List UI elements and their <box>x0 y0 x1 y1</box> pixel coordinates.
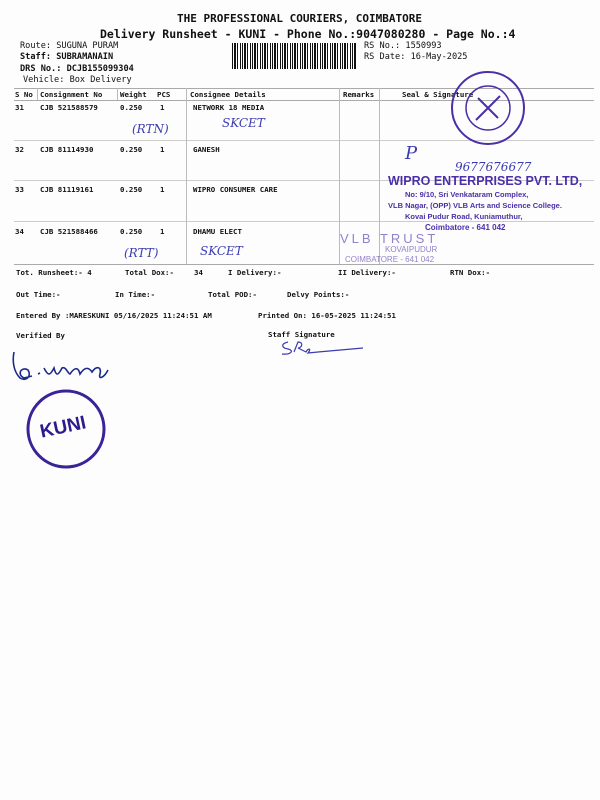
consignment-no: CJB 521588579 <box>40 103 98 112</box>
printed-on: Printed On: 16-05-2025 11:24:51 <box>258 311 396 320</box>
ii-delivery: II Delivery:- <box>338 268 396 277</box>
barcode <box>232 43 356 69</box>
drs-no: DRS No.: DCJB155099304 <box>20 64 134 74</box>
wipro-stamp-line: No: 9/10, Sri Venkataram Complex, <box>405 190 529 199</box>
consignment-no: CJB 81114930 <box>40 145 94 154</box>
weight: 0.250 <box>120 103 143 112</box>
route: Route: SUGUNA PURAM <box>20 41 119 51</box>
wipro-stamp-line: VLB Nagar, (OPP) VLB Arts and Science College. <box>388 201 562 210</box>
vehicle: Vehicle: Box Delivery <box>23 75 132 85</box>
wipro-stamp-line: Kovai Pudur Road, Kuniamuthur, <box>405 212 523 221</box>
entered-by: Entered By :MARESKUNI 05/16/2025 11:24:51 AM <box>16 311 212 320</box>
sno: 31 <box>15 103 24 112</box>
handwritten-phone: 9677676677 <box>455 160 532 174</box>
staff: Staff: SUBRAMANAIN <box>20 52 114 62</box>
pcs: 1 <box>160 145 165 154</box>
trust-stamp-line: KOVAIPUDUR <box>385 245 438 254</box>
col-sno: S No <box>15 90 33 99</box>
out-time: Out Time:- <box>16 290 61 299</box>
in-time: In Time:- <box>115 290 156 299</box>
sno: 33 <box>15 185 24 194</box>
trust-stamp-line: COIMBATORE - 641 042 <box>345 255 435 264</box>
company-title: THE PROFESSIONAL COURIERS, COIMBATORE <box>177 12 423 25</box>
pcs: 1 <box>160 227 165 236</box>
verified-by: Verified By <box>16 331 65 340</box>
delvy-points: Delvy Points:- <box>287 290 350 299</box>
rs-no: RS No.: 1550993 <box>364 41 442 51</box>
handwritten-note: (RTN) <box>132 122 169 136</box>
rs-date: RS Date: 16-May-2025 <box>364 52 468 62</box>
col-consignee: Consignee Details <box>190 90 266 99</box>
col-remarks: Remarks <box>343 90 375 99</box>
consignment-no: CJB 521588466 <box>40 227 98 236</box>
pcs: 1 <box>160 185 165 194</box>
total-pod: Total POD:- <box>208 290 257 299</box>
col-pcs: PCS <box>157 90 171 99</box>
kuni-stamp-text: KUNI <box>38 412 89 443</box>
consignee: NETWORK 18 MEDIA <box>193 103 265 112</box>
runsheet-subtitle: Delivery Runsheet - KUNI - Phone No.:9047080280 - Page No.:4 <box>100 27 516 41</box>
handwritten-name: SKCET <box>200 244 243 258</box>
pcs: 1 <box>160 103 165 112</box>
handwritten-name: SKCET <box>222 116 265 130</box>
signature-p: P <box>405 143 418 164</box>
trust-stamp: VLB TRUST <box>340 231 439 246</box>
college-seal-stamp <box>448 68 528 148</box>
rtn-dox: RTN Dox:- <box>450 268 491 277</box>
weight: 0.250 <box>120 145 143 154</box>
total-dox-value: 34 <box>194 268 203 277</box>
weight: 0.250 <box>120 185 143 194</box>
total-dox-label: Total Dox:- <box>125 268 174 277</box>
staff-signature-label: Staff Signature <box>268 330 335 339</box>
col-consignment: Consignment No <box>40 90 103 99</box>
col-weight: Weight <box>120 90 147 99</box>
sno: 34 <box>15 227 24 236</box>
wipro-stamp-title: WIPRO ENTERPRISES PVT. LTD, <box>388 174 583 188</box>
handwritten-note: (RTT) <box>124 246 159 260</box>
tot-runsheet: Tot. Runsheet:- 4 <box>16 268 92 277</box>
consignee: WIPRO CONSUMER CARE <box>193 185 278 194</box>
col-seal: Seal & Signature <box>402 90 474 99</box>
sno: 32 <box>15 145 24 154</box>
consignee: GANESH <box>193 145 220 154</box>
verifier-signature <box>8 348 118 384</box>
weight: 0.250 <box>120 227 143 236</box>
consignment-no: CJB 81119161 <box>40 185 94 194</box>
wipro-stamp-line: Coimbatore - 641 042 <box>425 223 506 232</box>
i-delivery: I Delivery:- <box>228 268 282 277</box>
staff-signature <box>278 338 368 358</box>
consignee: DHAMU ELECT <box>193 227 242 236</box>
